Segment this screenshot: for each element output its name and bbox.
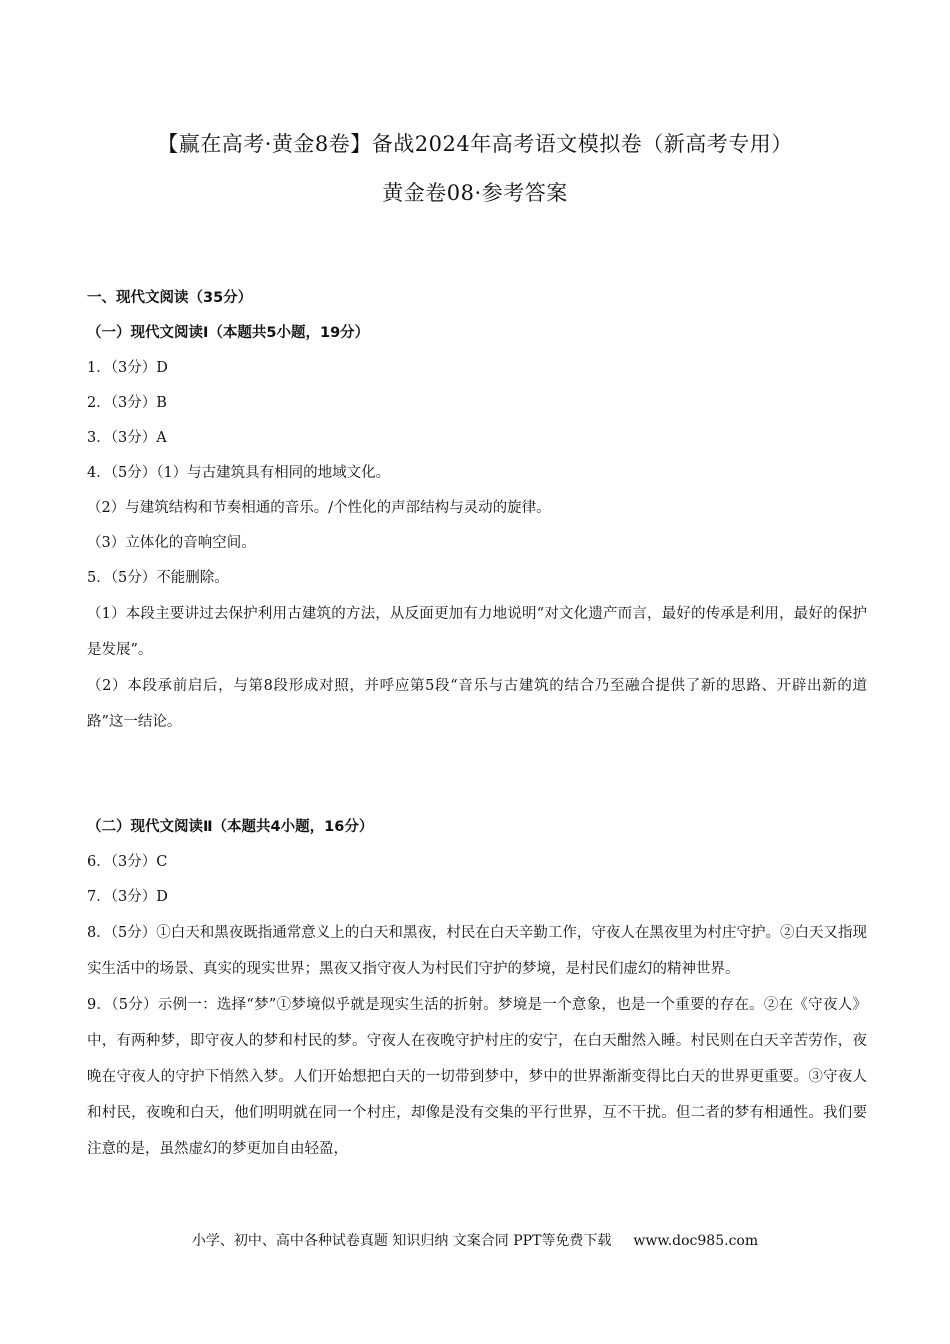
answer-line: 1．（3分）D bbox=[87, 360, 168, 376]
part-heading: （一）现代文阅读Ⅰ（本题共5小题，19分） bbox=[87, 325, 370, 341]
section-heading: 一、现代文阅读（35分） bbox=[87, 290, 253, 306]
answer-paragraph: 8．（5分）①白天和黑夜既指通常意义上的白天和黑夜，村民在白天辛勤工作，守夜人在黑夜里为村庄守护。②白天又指现实生活中的场景、真实的现实世界；黑夜又指守夜人为村民们守护的梦境，是村民们虚幻的精神世界。 bbox=[87, 925, 867, 977]
document-title: 【赢在高考·黄金8卷】备战2024年高考语文模拟卷（新高考专用） bbox=[157, 132, 793, 156]
document-subtitle: 黄金卷08·参考答案 bbox=[382, 181, 568, 205]
answer-paragraph: （2）本段承前启后，与第8段形成对照，并呼应第5段“音乐与古建筑的结合乃至融合提供了新的思路、开辟出新的道路”这一结论。 bbox=[87, 678, 867, 730]
answer-line: 2．（3分）B bbox=[87, 395, 167, 411]
footer-text: 小学、初中、高中各种试卷真题 知识归纳 文案合同 PPT等免费下载 bbox=[191, 1233, 612, 1249]
answer-line: 4．（5分）（1）与古建筑具有相同的地域文化。 bbox=[87, 465, 391, 481]
answer-paragraph: 9．（5分）示例一：选择“梦”①梦境似乎就是现实生活的折射。梦境是一个意象，也是一个重要的存在。②在《守夜人》中，有两种梦，即守夜人的梦和村民的梦。守夜人在夜晚守护村庄的安宁，在白天酣然入睡。村民则在白天辛苦劳作，夜晚在守夜人的守护下悄然入梦。人们开始想把白天的一切带到梦中，梦中的世界渐渐变得比白天的世界更重要。③守夜人和村民，夜晚和白天，他们明明就在同一个村庄，却像是没有交集的平行世界，互不干扰。但二者的梦有相通性。我们要注意的是，虽然虚幻的梦更加自由轻盈， bbox=[87, 997, 867, 1157]
page-footer bbox=[0, 1230, 950, 1250]
answer-line: （3）立体化的音响空间。 bbox=[87, 535, 256, 551]
answer-line: 7．（3分）D bbox=[87, 889, 168, 905]
footer-url[interactable]: www.doc985.com bbox=[633, 1233, 759, 1249]
answer-paragraph: （1）本段主要讲过去保护利用古建筑的方法，从反面更加有力地说明“对文化遗产而言，最好的传承是利用，最好的保护是发展”。 bbox=[87, 606, 867, 658]
answer-line: 6．（3分）C bbox=[87, 854, 168, 870]
answer-line: 3．（3分）A bbox=[87, 430, 167, 446]
answer-line: （2）与建筑结构和节奏相通的音乐。/个性化的声部结构与灵动的旋律。 bbox=[87, 500, 551, 516]
part-heading: （二）现代文阅读Ⅱ（本题共4小题，16分） bbox=[87, 819, 374, 835]
section-spacer bbox=[87, 740, 867, 810]
answer-content bbox=[87, 281, 867, 1167]
answer-line: 5．（5分）不能删除。 bbox=[87, 570, 229, 586]
